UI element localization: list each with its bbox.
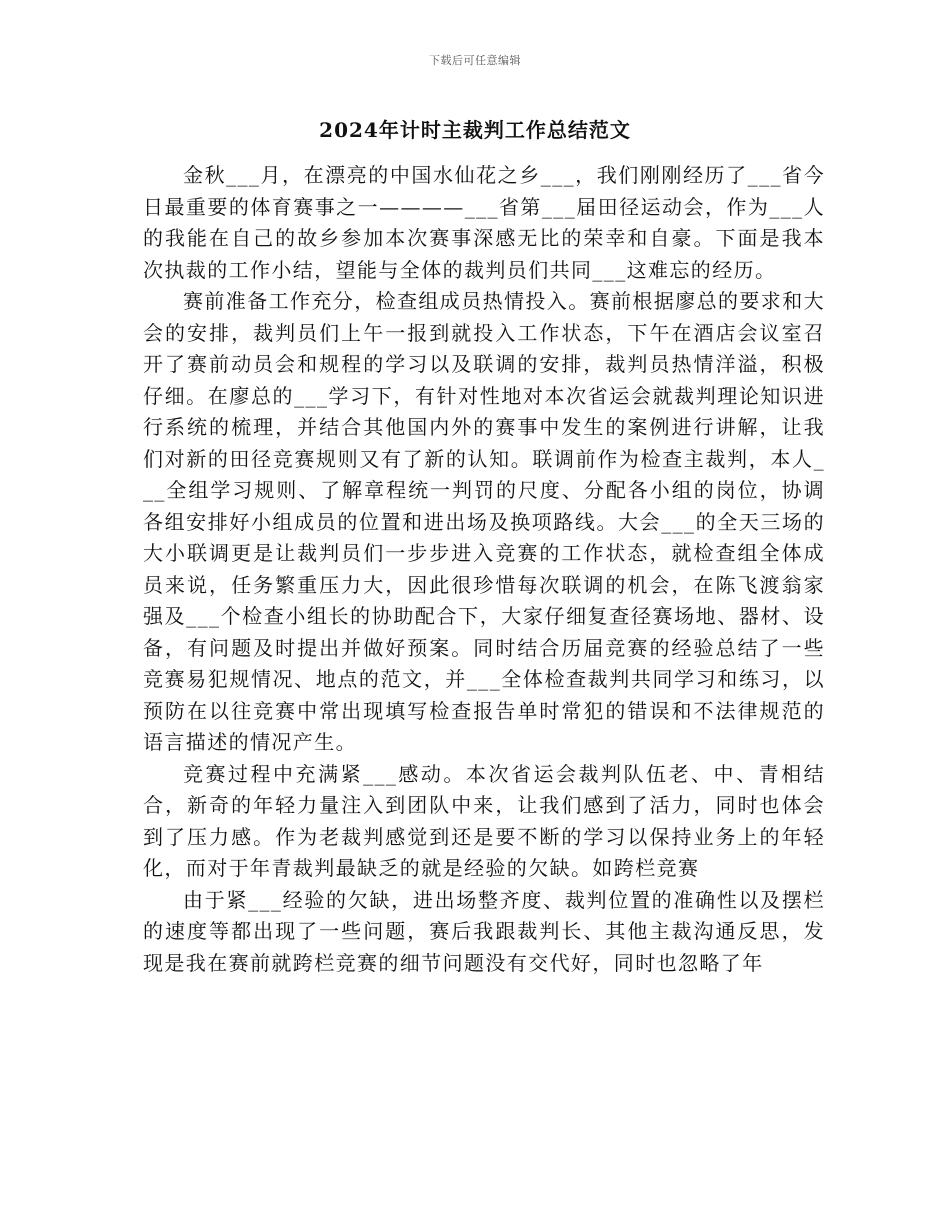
paragraph-intro: 金秋___月，在漂亮的中国水仙花之乡___，我们刚刚经历了___省今日最重要的体育赛事之一————___省第___届田径运动会，作为___人的我能在自己的故乡参加本次赛事深感无比的荣幸和自豪。下面是我本次执裁的工作小结，望能与全体的裁判员们共同___这难忘的经历。	[143, 163, 825, 282]
paragraph-preparation: 赛前准备工作充分，检查组成员热情投入。赛前根据廖总的要求和大会的安排，裁判员们上午一报到就投入工作状态，下午在酒店会议室召开了赛前动员会和规程的学习以及联调的安排，裁判员热情洋溢，积极仔细。在廖总的___学习下，有针对性地对本次省运会就裁判理论知识进行系统的梳理，并结合其他国内外的赛事中发生的案例进行讲解，让我们对新的田径竞赛规则又有了新的认知。联调前作为检查主裁判，本人___全组学习规则、了解章程统一判罚的尺度、分配各小组的岗位，协调各组安排好小组成员的位置和进出场及换项路线。大会___的全天三场的大小联调更是让裁判员们一步步进入竞赛的工作状态，就检查组全体成员来说，任务繁重压力大，因此很珍惜每次联调的机会，在陈飞渡翁家强及___个检查小组长的协助配合下，大家仔细复查径赛场地、器材、设备，有问题及时提出并做好预案。同时结合历届竞赛的经验总结了一些竞赛易犯规情况、地点的范文，并___全体检查裁判共同学习和练习，以预防在以往竞赛中常出现填写检查报告单时常犯的错误和不法律规范的语言描述的情况产生。	[143, 289, 825, 754]
paragraph-competition: 竞赛过程中充满紧___感动。本次省运会裁判队伍老、中、青相结合，新奇的年轻力量注入到团队中来，让我们感到了活力，同时也体会到了压力感。作为老裁判感觉到还是要不断的学习以保持业务上的年轻化，而对于年青裁判最缺乏的就是经验的欠缺。如跨栏竞赛	[143, 761, 825, 880]
document-title: 2024年计时主裁判工作总结范文	[319, 118, 631, 142]
paragraph-hurdles: 由于紧___经验的欠缺，进出场整齐度、裁判位置的准确性以及摆栏的速度等都出现了一些问题，赛后我跟裁判长、其他主裁沟通反思，发现是我在赛前就跨栏竞赛的细节问题没有交代好，同时也忽略了年	[143, 887, 825, 975]
document-body	[143, 160, 825, 979]
header-note: 下载后可任意编辑	[429, 54, 521, 67]
